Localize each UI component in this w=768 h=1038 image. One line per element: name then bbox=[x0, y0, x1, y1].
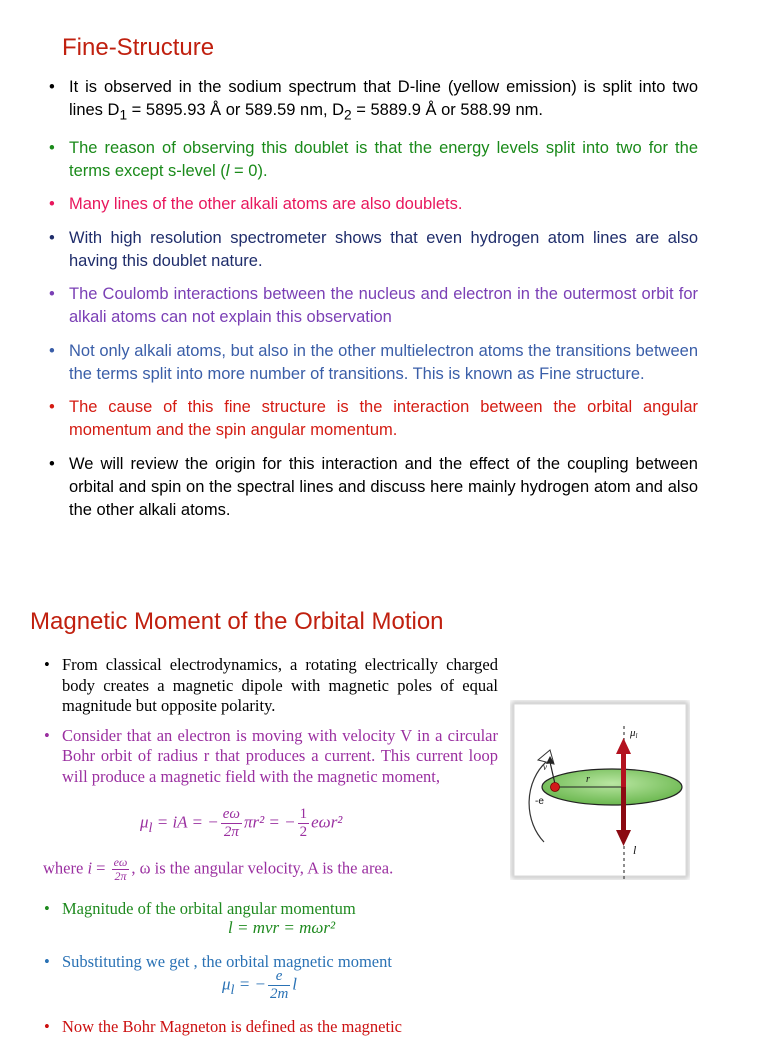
l-arrow-shaft bbox=[621, 787, 626, 832]
where-definition: where i = $\frac{e\omega}{2\pi}$ , ω is the angular velocity, A is the area. bbox=[43, 855, 394, 883]
section-title-fine-structure: Fine-Structure bbox=[62, 34, 215, 61]
list-item: • We will review the origin for this interaction and the effect of the coupling between orbital and spin on the spectral lines and discuss here mainly hydrogen atom and also the other alkali atoms. bbox=[46, 453, 698, 522]
list-item: • The cause of this fine structure is the interaction between the orbital angular momentum and the spin angular momentum. bbox=[46, 396, 698, 442]
mu-label: μl bbox=[630, 727, 638, 740]
electron-dot bbox=[551, 783, 560, 792]
orbital-magnetic-moment-figure bbox=[510, 700, 690, 880]
list-item: • Now the Bohr Magneton is defined as the magnetic bbox=[42, 1017, 498, 1038]
magnetic-moment-bullet-list bbox=[42, 655, 498, 789]
list-item: • Many lines of the other alkali atoms are also doublets. bbox=[46, 193, 698, 216]
angular-momentum-list bbox=[42, 899, 498, 920]
list-item: • The reason of observing this doublet is that the energy levels split into two for the terms except s-level (l = 0). bbox=[46, 137, 698, 183]
electron-label: -e bbox=[535, 796, 544, 807]
l-label: l bbox=[633, 843, 637, 857]
list-item: • With high resolution spectrometer shows that even hydrogen atom lines are also having this doublet nature. bbox=[46, 227, 698, 273]
list-item: • The Coulomb interactions between the nucleus and electron in the outermost orbit for alkali atoms can not explain this observation bbox=[46, 283, 698, 329]
cut-off-list bbox=[42, 1017, 498, 1038]
list-item: • It is observed in the sodium spectrum that D-line (yellow emission) is split into two lines $D_1 = 5895.93$ Å or 589.59 nm, $D_2 = 5889.9$ Å or 588.99 nm. bbox=[46, 76, 698, 126]
fine-structure-bullet-list bbox=[46, 76, 698, 532]
velocity-label: v bbox=[543, 762, 547, 772]
list-item: • Consider that an electron is moving with velocity V in a circular Bohr orbit of radius r that produces a current. This current loop will produce a magnetic field with the magnetic moment, bbox=[42, 726, 498, 788]
equation-orbital-magnetic-moment: $\mu_l$ = − $\frac{e}{2m}$ l bbox=[222, 968, 298, 1002]
list-item: • Magnitude of the orbital angular momentum bbox=[42, 899, 498, 920]
section-title-magnetic-moment: Magnetic Moment of the Orbital Motion bbox=[30, 608, 444, 635]
equation-magnetic-moment: $\mu_l$ = iA = − $\frac{e\omega}{2\pi}$ πr² = − $\frac{1}{2}$ eωr² bbox=[140, 806, 343, 840]
list-item: • From classical electrodynamics, a rotating electrically charged body creates a magnetic dipole with magnetic poles of equal magnitude but opposite polarity. bbox=[42, 655, 498, 717]
list-item: • Not only alkali atoms, but also in the other multielectron atoms the transitions between the terms split into more number of transitions. This is known as Fine structure. bbox=[46, 340, 698, 386]
equation-angular-momentum: l = mvr = mωr² bbox=[228, 918, 336, 937]
radius-label: r bbox=[586, 774, 590, 785]
mu-arrow-shaft bbox=[621, 752, 626, 787]
list-item: • Substituting we get , the orbital magnetic moment bbox=[42, 952, 498, 973]
